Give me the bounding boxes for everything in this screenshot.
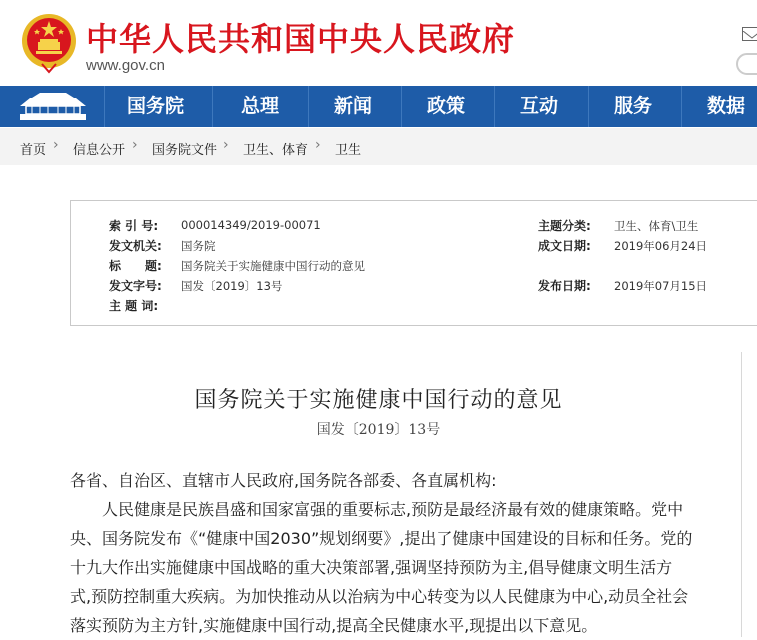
index-number-label: 索 引 号: [109,219,159,233]
issuer-value: 国务院 [181,239,216,253]
site-title[interactable]: 中华人民共和国中央人民政府 [86,20,516,58]
nav-item-services[interactable]: 服务 [614,95,653,117]
breadcrumb-health-sports[interactable]: 卫生、体育 [243,143,309,158]
written-date-value: 2019年06月24日 [614,239,708,253]
nav-item-news[interactable]: 新闻 [334,95,373,117]
keywords-label: 主 题 词: [109,299,159,313]
breadcrumb-health[interactable]: 卫生 [335,143,362,158]
nav-item-data[interactable]: 数据 [707,95,746,117]
document-info-table [70,200,757,326]
breadcrumb-info-disclosure[interactable]: 信息公开 [73,143,126,158]
article-paragraph-line: 落实预防为主方针,实施健康中国行动,提高全民健康水平,现提出以下意见。 [70,616,598,635]
mail-icon[interactable] [742,27,757,41]
breadcrumb-separator: › [223,137,229,153]
breadcrumb-council-documents[interactable]: 国务院文件 [152,143,218,158]
national-emblem-icon[interactable] [20,12,78,74]
published-date-value: 2019年07月15日 [614,279,708,293]
search-box[interactable] [736,53,757,75]
title-label: 标 题: [109,259,162,273]
breadcrumb-separator: › [53,137,59,153]
title-value: 国务院关于实施健康中国行动的意见 [181,259,365,273]
nav-divider [401,86,402,127]
nav-divider [588,86,589,127]
article-paragraph-line: 人民健康是民族昌盛和国家富强的重要标志,预防是最经济最有效的健康策略。党中 [70,500,684,519]
category-label: 主题分类: [538,219,591,233]
nav-item-state-council[interactable]: 国务院 [127,95,185,117]
nav-item-policy[interactable]: 政策 [427,95,466,117]
tiananmen-icon[interactable] [16,92,90,122]
breadcrumb-home[interactable]: 首页 [20,143,47,158]
nav-item-interaction[interactable]: 互动 [520,95,559,117]
article-paragraph-line: 式,预防控制重大疾病。为加快推动从以治病为中心转变为以人民健康为中心,动员全社会 [70,587,689,606]
nav-item-premier[interactable]: 总理 [241,95,280,117]
index-number-value: 000014349/2019-00071 [181,218,321,232]
breadcrumb-separator: › [315,137,321,153]
document-number-value: 国发〔2019〕13号 [181,279,283,293]
nav-divider [308,86,309,127]
article-paragraph-line: 十九大作出实施健康中国战略的重大决策部署,强调坚持预防为主,倡导健康文明生活方 [70,558,673,577]
nav-divider [212,86,213,127]
document-number-label: 发文字号: [109,279,162,293]
article-title: 国务院关于实施健康中国行动的意见 [194,388,563,413]
breadcrumb-separator: › [132,137,138,153]
written-date-label: 成文日期: [538,239,591,253]
site-header [0,0,757,86]
nav-divider [681,86,682,127]
article-salutation: 各省、自治区、直辖市人民政府,国务院各部委、各直属机构: [70,471,497,490]
article-doc-number: 国发〔2019〕13号 [316,422,441,438]
issuer-label: 发文机关: [109,239,162,253]
published-date-label: 发布日期: [538,279,591,293]
nav-divider [494,86,495,127]
category-value: 卫生、体育\卫生 [614,219,699,233]
breadcrumb [0,128,757,165]
main-nav [0,86,757,127]
site-url[interactable]: www.gov.cn [86,57,165,74]
nav-divider [104,86,105,127]
article-paragraph-line: 央、国务院发布《“健康中国2030”规划纲要》,提出了健康中国建设的目标和任务。党的 [70,529,693,548]
